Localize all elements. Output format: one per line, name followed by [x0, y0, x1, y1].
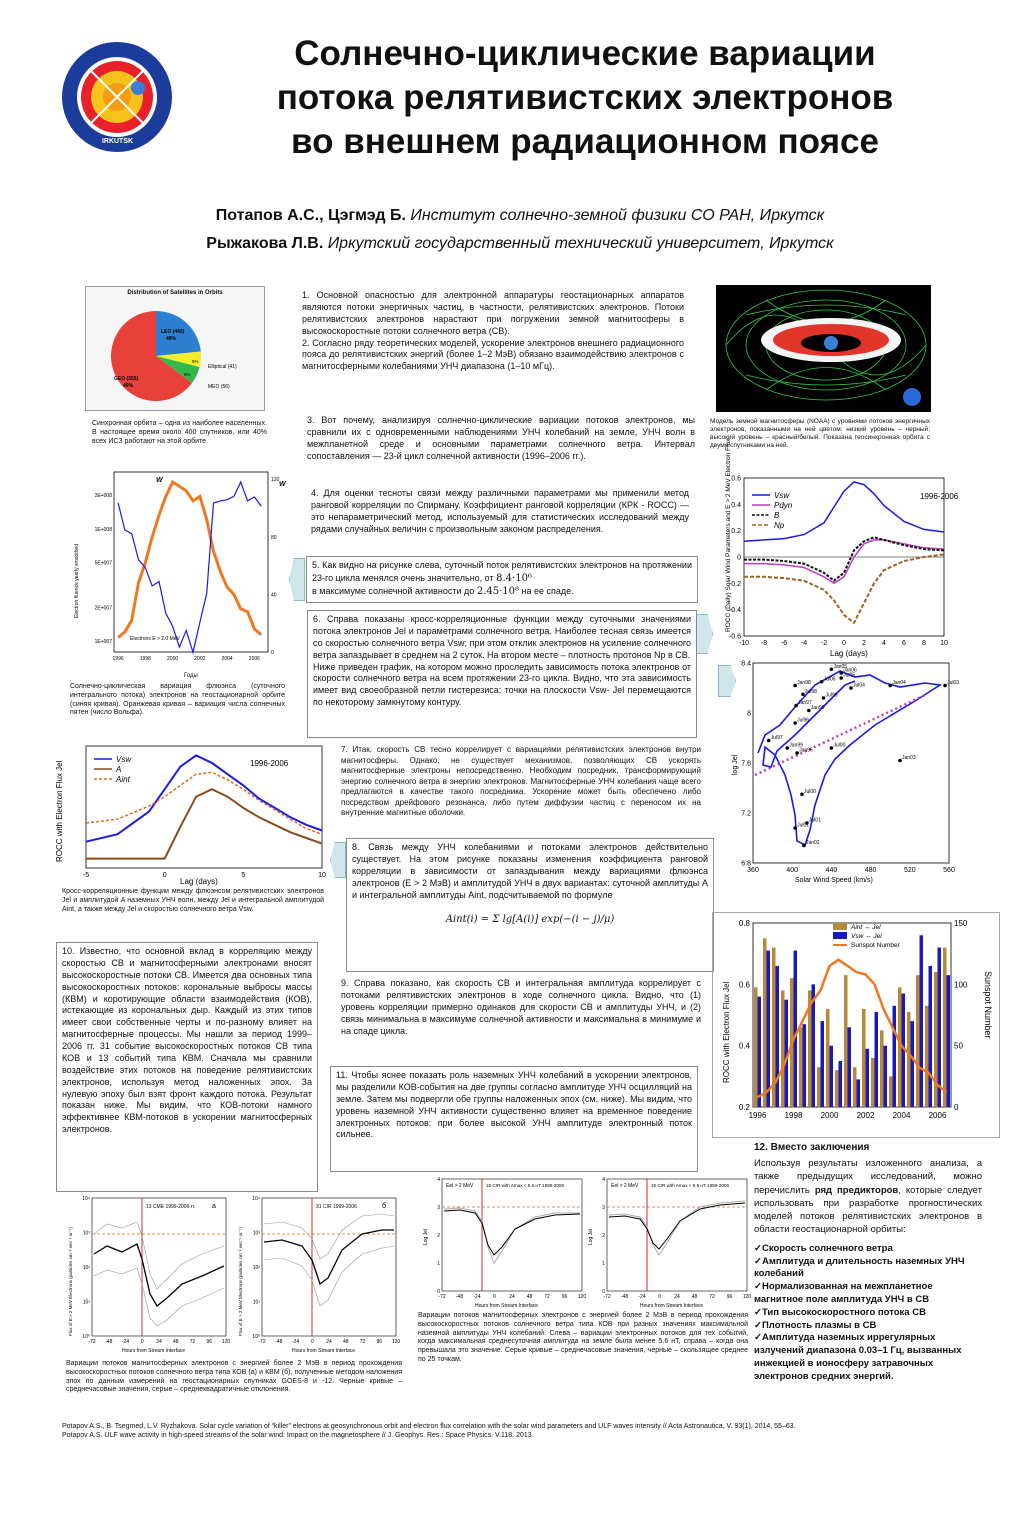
- rocc2-legend-item: Aint: [116, 775, 130, 784]
- rocc1-ytick: 0.4: [731, 501, 741, 509]
- bar-aint: [871, 1058, 875, 1107]
- pie-title: Distribution of Satellites in Orbits: [127, 290, 223, 296]
- epoch_low-ytick: 1: [437, 1261, 440, 1267]
- arrow-left-8: [330, 842, 346, 878]
- epoch-cme-ylabel: Flux of E > 2 MeV Electrons (particles cm⁻² sec⁻¹ sr⁻¹): [68, 1226, 73, 1336]
- rocc1-xlabel: Lag (days): [830, 649, 868, 658]
- rocc1-legend-item: B: [774, 511, 780, 520]
- loop-point-label: Jul98: [804, 688, 817, 695]
- bar-vsw: [884, 1046, 888, 1107]
- cycle-ytick-right: 0: [954, 1103, 959, 1112]
- flux-ytick-right: 80: [271, 534, 277, 541]
- rocc2-xtick: 10: [318, 872, 326, 879]
- cycle-legend-item: Aint ↔ Jel: [851, 924, 881, 931]
- title-line1: Солнечно-циклические вариации: [294, 34, 876, 73]
- rocc1-ylabel: ROCC (Daily) Solar Wind Parameters and E > 2 MeV Electron Flux: [725, 438, 732, 632]
- rocc1-xtick: -10: [738, 640, 750, 647]
- bar-vsw: [776, 966, 780, 1107]
- epoch_low-xtick: 96: [561, 1294, 568, 1300]
- epoch_cme-xtick: -24: [121, 1339, 130, 1345]
- epoch_low-ytick: 2: [437, 1233, 440, 1239]
- para-5-b: в максимуме солнечной активности до: [312, 586, 475, 597]
- bar-aint: [835, 1070, 839, 1107]
- epoch_cir-xtick: 24: [326, 1339, 332, 1345]
- magnetosphere-image: [716, 285, 931, 412]
- text-block-5: [306, 556, 698, 603]
- para-5-value-min: 8.4·10⁶: [496, 572, 532, 584]
- bar-aint: [943, 948, 947, 1107]
- rocc1-title: 1996-2006: [920, 492, 959, 501]
- epoch_low-xtick: 24: [509, 1294, 515, 1300]
- text-block-3: 3. Вот почему, анализируя солнечно-циклические вариации потоков электронов, мы сравнили их с одновременными наблюдениями УНЧ колебаний на земле, УНЧ волн в межпланетной среде и основными параметрами солнечного ветра. Интервал сопоставления — 23-й цикл солнечной активности (1996–2006 гг.).: [302, 412, 700, 478]
- text-block-11: 11. Чтобы яснее показать роль наземных УНЧ колебаний в ускорении электронов, мы разделили КОВ-события на две группы согласно амплитуде УНЧ осцилляций на земле. Затем мы подвергли обе группы наложенных эпох (см. ниже). Мы видим, что уровень наземной УНЧ активности существенно влияет на временное поведение электронных потоков: при более высокой УНЧ амплитуде электронный поток сильнее.: [330, 1066, 698, 1172]
- bar-vsw: [821, 1021, 825, 1107]
- cycle-legend-item: Vsw ↔ Jel: [851, 933, 882, 940]
- bar-vsw: [767, 951, 771, 1107]
- rocc-sw-chart: [700, 438, 959, 662]
- pie-pct-geo: 40%: [123, 383, 134, 389]
- rocc1-xtick: -2: [820, 640, 828, 647]
- flux-ytick-right: 0: [271, 650, 274, 656]
- loop-xtick: 560: [943, 867, 955, 874]
- rocc1-xtick: 8: [922, 640, 926, 647]
- rocc1-ytick: 0.2: [731, 528, 741, 536]
- flux-ytick-left: 5E+007: [94, 560, 112, 567]
- bar-aint: [763, 938, 767, 1107]
- para-5-c: на ее спаде.: [521, 586, 574, 597]
- epoch_cir-xtick: 0: [310, 1339, 314, 1345]
- rocc1-xtick: 10: [940, 640, 948, 647]
- rocc1-xtick: -8: [760, 640, 768, 647]
- loop-ytick: 7.6: [741, 760, 751, 768]
- loop-xlabel: Solar Wind Speed (km/s): [795, 877, 873, 884]
- epoch_cme-ytick: 10¹: [82, 1299, 90, 1306]
- rocc1-xtick: -6: [780, 640, 788, 647]
- loop-point-label: Jan97: [798, 700, 812, 706]
- loop-point-label: Jul00: [804, 788, 816, 795]
- bar-vsw: [947, 975, 951, 1107]
- loop-point-label: Jul00: [833, 742, 846, 749]
- bar-vsw: [938, 948, 942, 1107]
- flux-ytick-left: 2E+007: [94, 605, 112, 612]
- epoch_cir-ytick: 10²: [252, 1265, 260, 1271]
- para-5-a: 5. Как видно на рисунке слева, суточный поток релятивистских электронов на протяжении 23-го цикла менялся очень значительно, от: [312, 560, 692, 583]
- cycle-xtick: 1998: [784, 1111, 803, 1120]
- epoch_cme-ytick: 10²: [82, 1265, 90, 1271]
- epoch-cir-label: б: [382, 1203, 387, 1210]
- pie-svg: [86, 296, 266, 406]
- predictor-item: ✓Нормализованная на межпланетное магнитное поле амплитуда УНЧ в СВ: [754, 1281, 933, 1306]
- epoch_cir-xtick: 96: [376, 1339, 383, 1345]
- rocc-ulf-chart: [50, 742, 330, 887]
- caption-flux: Солнечно-циклическая вариация флюэнса (суточного интегрального потока) электронов на геостационарной орбите (синяя кривая). Оранжевая кривая – вариация числа солнечных пятен (число Вольфа).: [70, 683, 285, 717]
- bar-vsw: [920, 935, 924, 1107]
- cycle-xtick: 2006: [928, 1111, 947, 1120]
- loop-ylabel: log Jel: [732, 754, 739, 775]
- rocc1-xtick: 0: [842, 640, 846, 647]
- epoch_cme-ytick: 10⁰: [82, 1334, 90, 1340]
- epoch_high-xtick: 48: [691, 1294, 698, 1300]
- epoch_low-xtick: -48: [455, 1294, 464, 1300]
- epoch_high-xtick: 120: [742, 1294, 752, 1300]
- bar-vsw: [803, 1024, 807, 1107]
- loop-point-label: Jul06: [823, 676, 836, 683]
- epoch_cir-ytick: 10⁴: [252, 1196, 260, 1202]
- rocc2-xlabel: Lag (days): [180, 877, 218, 886]
- cycle-xtick: 2004: [892, 1111, 911, 1120]
- rocc1-legend-item: Pdyn: [774, 501, 793, 510]
- epoch_cme-xtick: 48: [172, 1339, 179, 1345]
- epoch-cir-chart: [232, 1194, 402, 1354]
- formula: Aint(i) = Σ lg[A(i)] exp(−(i − j)/μ): [445, 914, 615, 926]
- epoch_cme-xtick: 24: [156, 1339, 162, 1345]
- flux-chart: [70, 468, 295, 680]
- flux-ytick-right: 40: [271, 592, 277, 599]
- rocc2-xtick: 5: [241, 872, 246, 879]
- rocc2-xtick: 0: [162, 872, 167, 879]
- institute-logo: [60, 40, 175, 155]
- loop-point-label: Jul01: [797, 822, 810, 829]
- bar-vsw: [758, 997, 762, 1107]
- bar-aint: [853, 1067, 857, 1107]
- rocc1-xtick: -4: [800, 640, 808, 647]
- flux-xtick: 1998: [139, 656, 151, 662]
- cycle-ytick: 0.8: [738, 919, 750, 928]
- bar-vsw: [848, 1027, 852, 1107]
- authors-line2: [60, 235, 980, 253]
- predictor-item: ✓Плотность плазмы в СВ: [754, 1319, 877, 1331]
- bar-vsw: [857, 1079, 861, 1107]
- epoch_cir-xtick: -72: [258, 1339, 266, 1345]
- cycle-ytick-right: 100: [954, 980, 968, 990]
- loop-xtick: 480: [864, 867, 877, 874]
- caption-pie: Синхронная орбита – одна из наиболее населенных. В настоящее время около 400 спутников, или 40% всех ИСЗ работают на этой орбите.: [92, 420, 267, 445]
- epoch_cir-ytick: 10⁰: [252, 1334, 260, 1340]
- conclusion-text-b: ряд предикторов: [814, 1184, 899, 1196]
- loop-point-label: Jan99: [810, 705, 825, 711]
- text-block-7: 7. Итак, скорость СВ тесно коррелирует с вариациями релятивистских электронов внутри магнитосферы. Однако, не существует механизмов, позволяющих СВ ускорять магнитосферные электроны непосредственно. Необходим посредник, трансформирующий энергию солнечного ветра в энергию электронов. Магнитосферные УНЧ колебания чаще всего предлагаются в качестве такого посредника. Ускорение может быть обеспечено либо посредством дрейфового резонанса, либо путем диффузии частиц с переносом их на внутренние магнитные оболочки.: [336, 742, 706, 834]
- para-6b: Ниже приведен график, на котором можно проследить зависимость потока электронов от скорости солнечного ветра на всем протяжении 23-го цикла. Видно, что эта зависимость имеет вид своеобразной петли гистерезиса: точки на плоскости Vsw- Jel перемещаются по некоторому замкнутому контуру.: [313, 661, 691, 708]
- conclusion-title: 12. Вместо заключения: [754, 1142, 870, 1153]
- epoch-high-ylabel: Log Jel: [588, 1228, 594, 1245]
- bar-vsw: [866, 1049, 870, 1107]
- cycle-ytick: 0.2: [738, 1103, 750, 1112]
- caption-epoch-1: Вариации потоков магнитосферных электронов с энергией более 2 МэВ в период прохождения высокоскоростных потоков солнечного ветра типа КОВ (а) и КВМ (б), полученные методом наложения эпох по данным измерений на геостационарных спутниках GOES-8 и -12. Черные кривые – среднечасовые значения, серые – среднеквадратичные отклонения.: [66, 1360, 402, 1394]
- references: [62, 1422, 992, 1441]
- pie-pct-meo: 6%: [184, 372, 191, 377]
- rocc2-ylabel: ROCC with Electron Flux Jel: [55, 760, 64, 862]
- epoch-cme-chart: [62, 1194, 232, 1354]
- caption-epoch-2: Вариации потоков магнитосферных электронов с энергией более 2 МэВ в период прохождения высокоскоростных потоков солнечного ветра типа КОВ при разных значениях максимальной наземной амплитуды УНЧ колебаний. Слева – вариации электронных потоков для тех событий, когда максимальная среднесуточная амплитуда на земле была менее 5.6 нТ, справа – когда она превышала это значение. Серые кривые – среднечасовые значения, черные – скользящее среднее по 25 точкам.: [418, 1312, 748, 1363]
- epoch_high-ytick: 2: [602, 1233, 605, 1239]
- epoch-cme-title: 13 CME 1999-2006 гг.: [146, 1204, 196, 1210]
- flux-ytick-right: 120: [271, 477, 280, 484]
- loop-point-label: Jan03: [902, 755, 916, 761]
- cycle-ylabel: ROCC with Electron Flux Jel: [722, 981, 731, 1083]
- poster-title: [170, 32, 1000, 163]
- epoch_high-xtick: 96: [726, 1294, 733, 1300]
- loop-point-label: Jan05: [833, 663, 848, 670]
- bar-aint: [844, 975, 848, 1107]
- rocc1-ytick: -0.6: [728, 633, 741, 641]
- bar-aint: [781, 990, 785, 1107]
- bar-vsw: [911, 1021, 915, 1107]
- text-block-10: 10. Известно, что основной вклад в корреляцию между скоростью СВ и магнитосферными электронами вносят высокоскоростные потоки СВ. Имеется два основных типа высокоскоростных потоков: корональные выбросы массы (КВМ) и коротирующие области взаимодействия (КОВ), истекающие из корональных дыр. Каждый из этих типов имеет свои собственные черты и по-разному влияет на магнитосферные процессы. Мы нашли за период 1999–2006 гг. 31 событие высокоскоростных потоков СВ типа КОВ и 13 событий типа КВМ. Сначала мы сравнили воздействие этих потоков на поведение релятивистских электронов, используя метод наложенных эпох. За нулевую эпоху был взят фронт каждого потока. Результат показан ниже. Мы видим, что КОВ-потоки намного эффективнее КВМ-потоков в ускорении магнитосферных электронов.: [56, 942, 318, 1192]
- epoch_high-xtick: 72: [709, 1294, 715, 1300]
- para-8: 8. Связь между УНЧ колебаниями и потоками электронов действительно существует. На этом рисунке показаны изменения коэффициента ранговой корреляции в зависимости от запаздывания между вариациями флюэнса электронов (E > 2 МэВ) и амплитудой УНЧ в двух вариантах: суточной амплитуды A и интегральной амплитуды Aint, подсчитываемой по формуле: [352, 842, 708, 900]
- loop-point-label: Jul01: [808, 817, 821, 824]
- logo-ring-bottom: IRKUTSK: [101, 138, 134, 145]
- bar-aint: [826, 1009, 830, 1107]
- flux-xtick: 2002: [194, 656, 206, 662]
- rocc1-legend-item: Np: [774, 521, 785, 530]
- loop-point-label: Jan02: [805, 840, 820, 846]
- epoch_cir-xtick: -24: [291, 1339, 300, 1345]
- flux-xtick: 2000: [167, 656, 179, 662]
- reference-1: Potapov A.S., B. Tsegmed, L.V. Ryzhakova. Solar cycle variation of “killer” electrons at geosynchronous orbit and electron flux correlation with the solar wind parameters and ULF waves intensity // Acta Astronautica, V. 93(1), 2014, 55–63.: [62, 1423, 796, 1430]
- loop-ytick: 8.4: [741, 660, 751, 668]
- pie-label-geo: GEO (355): [114, 376, 139, 382]
- predictor-list: [754, 1243, 982, 1384]
- cycle-ytick-right: 150: [954, 919, 968, 928]
- loop-frame: [753, 663, 949, 863]
- caption-magnetosphere: Модель земной магнитосферы (NOAA) с уровнями потоков энергичных электронов, показанными на ней цветом: низкий уровень – черный; высокий уровень – красный/белый. Показана геосинхронная орбита с двумя спутниками на ней.: [710, 418, 930, 450]
- loop-xtick: 400: [786, 867, 799, 874]
- loop-point-label: Jan96: [799, 747, 813, 754]
- flux-ytick-left: 1E+007: [94, 639, 112, 646]
- flux-legend-w: W: [156, 477, 163, 484]
- bar-aint: [880, 1030, 884, 1107]
- text-block-8: [346, 838, 714, 972]
- para-5-value-max: 2.45·10⁸: [476, 586, 520, 598]
- rocc1-ytick: 0: [737, 554, 741, 562]
- para-1: 1. Основной опасностью для электронной аппаратуры геостационарных аппаратов являются потоки энергичных частиц, в частности, релятивистских электронов. Потоки релятивистских электронов нарастают при погружении земной магнитосферы в высокоскоростные потоки солнечного ветра (СВ).: [302, 290, 684, 336]
- loop-ytick: 7.2: [741, 810, 751, 818]
- predictor-item: ✓Тип высокоскоростного потока СВ: [754, 1306, 926, 1318]
- epoch_high-xtick: -48: [620, 1294, 629, 1300]
- flux-right-label: W: [279, 481, 286, 488]
- predictor-item: ✓Скорость солнечного ветра: [754, 1242, 893, 1254]
- epoch_low-xtick: -24: [473, 1294, 481, 1300]
- cycle-bar-chart: [712, 912, 1000, 1138]
- epoch_high-xtick: 24: [674, 1294, 680, 1300]
- bar-aint: [907, 1012, 911, 1107]
- loop-point-label: Jan98: [797, 680, 811, 686]
- bar-vsw: [929, 966, 933, 1107]
- epoch_cir-ytick: 10³: [252, 1230, 260, 1237]
- cycle-ylabel-right: Sunspot Number: [983, 971, 993, 1039]
- loop-xtick: 520: [903, 867, 916, 874]
- authors-line1: [60, 207, 980, 225]
- epoch-high-chart: [585, 1175, 750, 1310]
- epoch_cme-xtick: -48: [105, 1339, 113, 1345]
- epoch_low-ytick: 0: [437, 1289, 440, 1295]
- conclusion-text: [754, 1157, 982, 1237]
- epoch_cme-xtick: 0: [140, 1339, 144, 1345]
- loop-point-label: Jul96: [797, 717, 810, 724]
- vsw-loop-chart: [725, 655, 960, 885]
- epoch-low-ylabel: Log Jel: [423, 1228, 429, 1245]
- bar-aint: [934, 972, 938, 1107]
- text-block-6: [307, 610, 697, 738]
- predictor-item: ✓Амплитуда наземных иррегулярных излучений диапазона 0.03–1 Гц, вызванных инжекцией в ионосферу затравочных электронов средних энергий.: [754, 1332, 962, 1382]
- cycle-ytick: 0.6: [738, 980, 750, 990]
- loop-xtick: 440: [825, 867, 838, 874]
- epoch-low-title: 15 CIR with Amax < 5.6 нТ 1999-2006: [486, 1183, 564, 1188]
- epoch-cme-label: а: [212, 1203, 216, 1210]
- epoch_cir-xtick: 72: [359, 1339, 366, 1345]
- authors-org-1: Институт солнечно-земной физики СО РАН, Иркутск: [410, 207, 825, 224]
- rocc1-legend-item: Vsw: [774, 491, 790, 500]
- authors-names-2: Рыжакова Л.В.: [206, 235, 324, 252]
- cycle-xtick: 2002: [856, 1111, 875, 1120]
- bar-vsw: [830, 1046, 834, 1107]
- conclusion-block: [754, 1142, 982, 1384]
- epoch_high-xtick: -24: [638, 1294, 646, 1300]
- title-line2: потока релятивистских электронов: [276, 77, 894, 117]
- flux-ylabel: Electron fluence yearly smoothed: [74, 544, 80, 618]
- pie-pct-leo: 49%: [166, 336, 177, 342]
- bar-vsw: [794, 951, 798, 1107]
- epoch_high-ytick: 0: [602, 1289, 605, 1295]
- loop-point-label: Jul04: [853, 682, 865, 689]
- epoch-cme-xlabel: Hours from Stream Interface: [122, 1348, 186, 1354]
- rocc2-legend-item: Vsw: [116, 755, 132, 764]
- cycle-xtick: 1996: [748, 1111, 767, 1120]
- loop-point-label: Jul03: [947, 680, 960, 686]
- authors-org-2: Иркутский государственный технический университет, Иркутск: [327, 235, 834, 252]
- flux-xtick: 2006: [248, 656, 260, 662]
- rocc1-xtick: 4: [882, 640, 886, 647]
- epoch-high-title: 15 CIR with Amax > 5.6 нТ 1999-2006: [651, 1183, 729, 1188]
- cycle-ytick-right: 50: [954, 1041, 963, 1051]
- loop-point-label: Jan99: [789, 742, 803, 749]
- rocc2-title: 1996-2006: [250, 759, 289, 768]
- bar-aint: [889, 1076, 893, 1107]
- bar-vsw: [893, 1006, 897, 1107]
- pie-chart-figure: [85, 286, 265, 411]
- loop-point-label: Jan06: [843, 667, 857, 674]
- flux-xlabel: Годы: [184, 673, 198, 679]
- cycle-xtick: 2000: [820, 1111, 839, 1120]
- bar-vsw: [839, 1061, 843, 1107]
- epoch_low-ytick: 3: [437, 1205, 440, 1211]
- bar-aint: [862, 1009, 866, 1107]
- conclusion-text-c: , которые следует использовать при разработке прогностических моделей потоков релятивистских электронов в области геостационарной орбиты:: [754, 1184, 982, 1236]
- epoch_low-ytick: 4: [437, 1177, 440, 1183]
- epoch_high-xtick: 0: [658, 1294, 661, 1300]
- flux-annotation: Electrons E > 2.0 MeV: [130, 636, 180, 642]
- epoch_cme-ytick: 10⁴: [82, 1196, 90, 1202]
- rocc1-ytick: -0.2: [728, 580, 741, 588]
- cycle-ytick: 0.4: [738, 1041, 750, 1051]
- epoch_low-xtick: -72: [438, 1294, 446, 1300]
- epoch_cme-xtick: 96: [206, 1339, 213, 1345]
- loop-ytick: 8: [747, 710, 751, 718]
- epoch_cir-xtick: -48: [275, 1339, 283, 1345]
- bar-aint: [754, 987, 758, 1107]
- rocc1-xtick: 6: [902, 640, 906, 647]
- epoch_cme-ytick: 10³: [82, 1230, 90, 1237]
- epoch_cir-xtick: 120: [391, 1339, 401, 1345]
- flux-xtick: 2004: [221, 656, 233, 662]
- bar-aint: [799, 1027, 803, 1107]
- rocc1-ytick: 0.6: [731, 475, 741, 483]
- epoch_high-ytick: 4: [602, 1177, 605, 1183]
- rocc1-xtick: 2: [862, 640, 866, 647]
- epoch_cir-ytick: 10¹: [252, 1299, 260, 1306]
- epoch_cme-xtick: 120: [221, 1339, 231, 1345]
- epoch-high-legend: Eel > 2 MeV: [611, 1183, 639, 1189]
- epoch_high-xtick: -72: [603, 1294, 611, 1300]
- rocc1-ytick: -0.4: [728, 607, 741, 615]
- epoch_low-xtick: 72: [544, 1294, 550, 1300]
- loop-xtick: 360: [747, 867, 759, 874]
- bar-aint: [898, 987, 902, 1107]
- bar-aint: [817, 1067, 821, 1107]
- bar-aint: [925, 1006, 929, 1107]
- predictor-item: ✓Амплитуда и длительность наземных УНЧ колебаний: [754, 1255, 965, 1280]
- para-6: 6. Справа показаны кросс-корреляционные функции между суточными значениями потока электронов Jel и параметрами солнечного ветра. Наиболее тесная связь имеется со скоростью солнечного ветра Vsw; при этом отклик электронов на усиление солнечного ветра запаздывает в среднем на 2 суток. На втором месте – плотность протонов Np в СВ.: [313, 614, 691, 660]
- caption-rocc2: Кросс-корреляционные функции между флюэнсом релятивистских электронов Jel и амплитудой A наземных УНЧ волн, между Jel и интегральной амплитудой Aint, а также между Jel и скоростью солнечного ветра Vsw.: [62, 888, 324, 913]
- authors-names-1: Потапов А.С., Цэгмэд Б.: [215, 207, 406, 224]
- epoch_low-xtick: 0: [493, 1294, 496, 1300]
- text-block-9: 9. Справа показано, как скорость СВ и интегральная амплитуда коррелирует с потоками релятивистских электронов в ходе солнечного цикла. Видно, что (1) уровень корреляции примерно одинаков для скорости СВ и амплитуды УНЧ, и (2) связь минимальна в максимуме солнечной активности и максимальна в минимуме и на спаде цикла.: [336, 975, 706, 1057]
- pie-label-elliptical: Elliptical (41): [208, 364, 237, 370]
- loop-point-label: Jul05: [843, 672, 856, 679]
- rocc2-legend-item: A: [116, 765, 122, 774]
- epoch-cir-ylabel: Flux of E > 2 MeV Electrons (particles cm⁻² sec⁻¹ sr⁻¹): [238, 1226, 243, 1336]
- epoch_cme-xtick: -72: [88, 1339, 96, 1345]
- flux-ytick-left: 1E+008: [94, 526, 112, 533]
- pie-pct-elliptical: 5%: [192, 359, 199, 364]
- bar-vsw: [875, 1012, 879, 1107]
- cycle-legend-item: Sunspot Number: [851, 942, 900, 949]
- epoch_cir-xtick: 48: [342, 1339, 349, 1345]
- pie-label-meo: MEO (56): [208, 384, 230, 390]
- text-block-1-2: [299, 288, 687, 406]
- pie-label-leo: LEO (443): [161, 329, 185, 335]
- text-block-4: 4. Для оценки тесноты связи между различными параметрами мы применили метод ранговой корреляции по Спирману. Коэффициент ранговой корреляции (КРК - ROCC) — это непараметрический метод, используемый для статистических исследований между рядами случайных величин с произвольным законом распределения.: [306, 485, 694, 550]
- flux-xtick: 1996: [112, 656, 124, 662]
- loop-point-label: Jul99: [825, 692, 838, 699]
- epoch-cir-title: 31 CIR 1999-2006: [316, 1204, 357, 1210]
- epoch_high-ytick: 3: [602, 1205, 605, 1211]
- flux-ytick-left: 2E+008: [94, 492, 112, 499]
- bar-aint: [916, 975, 920, 1107]
- epoch_cme-xtick: 72: [189, 1339, 196, 1345]
- loop-point-label: Jan04: [892, 680, 906, 686]
- loop-point-label: Jul97: [770, 735, 783, 741]
- title-line3: во внешнем радиационном поясе: [291, 121, 879, 161]
- rocc2-xtick: -5: [82, 872, 90, 879]
- epoch_low-xtick: 120: [577, 1294, 587, 1300]
- reference-2: Potapov A.S. ULF wave activity in high-speed streams of the solar wind: Impact on the magnetosphere // J. Geophys. Res.: Space Physics. V.118. 2013.: [62, 1432, 534, 1440]
- epoch_high-ytick: 1: [602, 1261, 605, 1267]
- epoch-cir-xlabel: Hours from Stream Interface: [292, 1348, 356, 1354]
- epoch-high-xlabel: Hours from Stream Interface: [640, 1303, 704, 1309]
- epoch-low-xlabel: Hours from Stream Interface: [475, 1303, 539, 1309]
- epoch_low-xtick: 48: [526, 1294, 533, 1300]
- conclusion-text-a: Используя результаты изложенного анализа, а также предыдущих исследований, можно перечислить: [754, 1158, 982, 1196]
- epoch-low-chart: [420, 1175, 585, 1310]
- loop-ytick: 6.8: [741, 860, 751, 868]
- epoch-low-legend: Eel > 2 MeV: [446, 1183, 474, 1189]
- para-2: 2. Согласно ряду теоретических моделей, ускорение электронов внешнего радиационного пояса до релятивистских энергий (более 1–2 МэВ) обязано взаимодействию электронов с магнитосферными колебаниями УНЧ диапазона (1–10 мГц).: [302, 337, 684, 372]
